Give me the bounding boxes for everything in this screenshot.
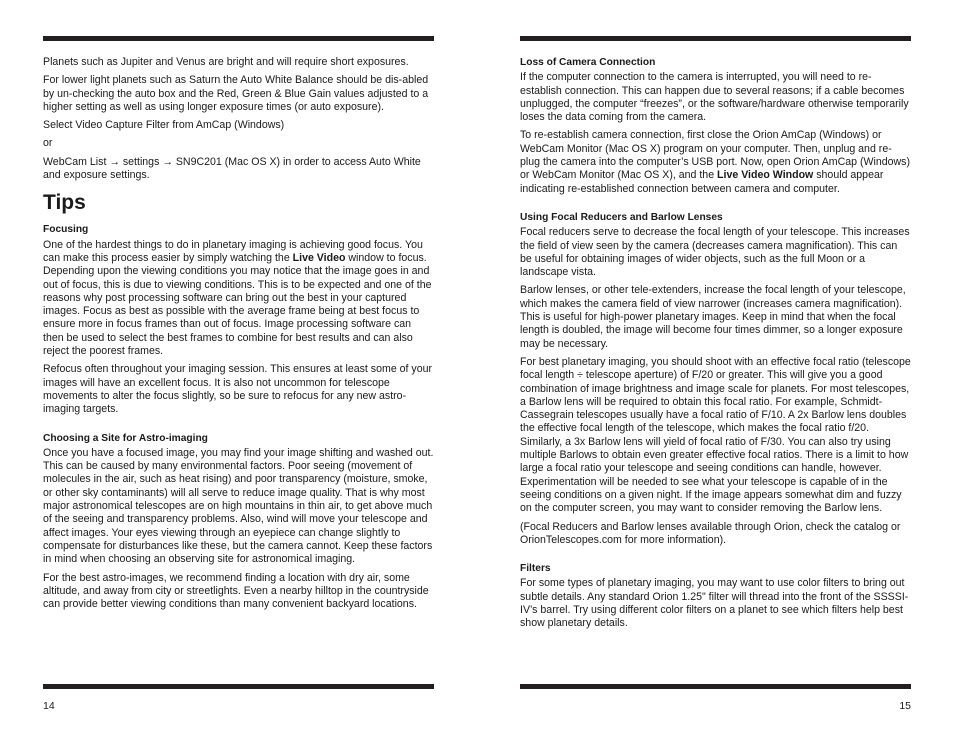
reducers-paragraph: (Focal Reducers and Barlow lenses available through Orion, check the catalog or OrionTelescopes.com for more information).: [520, 520, 901, 546]
site-paragraph: For the best astro-images, we recommend finding a location with dry air, some altitude, and away from city or streetlights. Even a nearby hilltop in the countryside can provide better viewing conditions than many convenient backyard locations.: [43, 571, 429, 611]
left-page-content: [43, 56, 434, 616]
focusing-paragraph: Refocus often throughout your imaging session. This ensures at least some of your images will have an excellent focus. It is also not uncommon for telescope movements to alter the focus slightly, so be sure to refocus for any new astro-imaging targets.: [43, 363, 433, 416]
focusing-paragraph: One of the hardest things to do in planetary imaging is achieving good focus. You can make this process easier by simply watching the Live Video window to focus. Depending upon the viewing conditions you may notice that the image goes in and out of focus, this is due to viewing conditions. This is to be expected and one of the reasons why post processing software can bring out the best in your captured images. Focus as best as possible with the average frame being at best focus to ensure more in focus frames than out of focus. Image processing software can then be used to select the best frames to combine for best results and can also reject the poorest frames.: [43, 238, 432, 358]
left-page: [43, 0, 434, 738]
intro-paragraph: or: [43, 137, 53, 150]
filters-paragraph: For some types of planetary imaging, you may want to use color filters to bring out subtle details. Any standard Orion 1.25" filter will thread into the front of the SSSSI-IV’s barrel. Try using different color filters on a planet to see which filters help best show planetary details.: [520, 577, 909, 630]
page-number: 14: [43, 700, 55, 712]
site-paragraph: Once you have a focused image, you may find your image shifting and washed out. This can be caused by many environmental factors. Poor seeing (movement of molecules in the air, such as heat rising) and poor transparency (moisture, smoke, or other sky contaminants) will all serve to reduce image quality. That is why most major astronomical telescopes are on high mountains in thin air, to get above much of the seeing and transparency problems. Also, wind will move your telescope and affect images. Your eyes viewing through an eyepiece can change slightly to compensate for disturbances like these, but the camera cannot. Keep these factors in mind when choosing an observing site for astronomical imaging.: [43, 446, 434, 566]
top-rule: [43, 36, 434, 41]
section-title-tips: Tips: [43, 191, 86, 215]
bold-term: Live Video: [292, 251, 346, 264]
right-page-content: [520, 56, 911, 636]
heading-focal-reducers: Using Focal Reducers and Barlow Lenses: [520, 211, 723, 223]
top-rule: [520, 36, 911, 41]
bottom-rule: [520, 684, 911, 689]
right-page: [520, 0, 911, 738]
intro-paragraph: Planets such as Jupiter and Venus are bright and will require short exposures.: [43, 56, 409, 68]
reducers-paragraph: Focal reducers serve to decrease the focal length of your telescope. This increases the field of view seen by the camera (decreases camera magnification). This can be useful for obtaining images of wider objects, such as the full Moon or a landscape vista.: [520, 226, 910, 279]
reducers-paragraph: Barlow lenses, or other tele-extenders, increase the focal length of your telescope, which makes the camera field of view narrower (increases camera magnification). This is useful for high-power planetary images. Keep in mind that when the focal length is doubled, the image will become four times dimmer, so a longer exposure may be necessary.: [520, 284, 906, 350]
loss-paragraph: To re-establish camera connection, first close the Orion AmCap (Windows) or WebCam Monitor (Mac OS X) program on your computer. Then, unplug and re-plug the camera into the computer’s USB port. Now, open Orion AmCap (Windows) or WebCam Monitor (Mac OS X), and the Live Video Window should appear indicating re-established connection between camera and computer.: [520, 129, 910, 195]
intro-paragraph: Select Video Capture Filter from AmCap (Windows): [43, 119, 285, 132]
bottom-rule: [43, 684, 434, 689]
heading-focusing: Focusing: [43, 224, 89, 236]
bold-term: Live Video Window: [717, 169, 814, 182]
heading-loss-of-connection: Loss of Camera Connection: [520, 57, 656, 68]
heading-choosing-site: Choosing a Site for Astro-imaging: [43, 432, 208, 444]
reducers-paragraph: For best planetary imaging, you should shoot with an effective focal ratio (telescope focal length ÷ telescope aperture) of F/20 or greater. This will give you a good combination of image brightness and image scale for planets. For most telescopes, a Barlow lens will be required to obtain this focal ratio. For example, Schmidt-Cassegrain telescopes usually have a focal ratio of F/10. A 2x Barlow lens doubles the effective focal length of the telescope, which makes the focal ratio f/20. Similarly, a 3x Barlow lens will yield of focal ratio of F/30. You can also try using multiple Barlows to obtain even greater effective focal ratios. There is a limit to how large a focal ratio your telescope and seeing conditions can handle, however. Experimentation will be needed to see what your telescope is capable of in the seeing conditions on a given night. If the image appears somewhat dim and fuzzy on the computer screen, you may want to consider removing the Barlow lens.: [520, 355, 911, 515]
intro-paragraph: WebCam List → settings → SN9C201 (Mac OS X) in order to access Auto White and exposure settings.: [43, 155, 421, 182]
page-number: 15: [899, 700, 911, 712]
loss-paragraph: If the computer connection to the camera is interrupted, you will need to re-establish connection. This can happen due to several reasons; if a cable becomes unplugged, the computer “freezes”, or the software/hardware otherwise temporarily loses the data coming from the camera.: [520, 71, 909, 124]
heading-filters: Filters: [520, 563, 551, 575]
intro-paragraph: For lower light planets such as Saturn the Auto White Balance should be dis-abled by un-checking the auto box and the Red, Green & Blue Gain values adjusted to a higher setting as well as using longer exposure times (or auto exposure).: [43, 74, 429, 113]
